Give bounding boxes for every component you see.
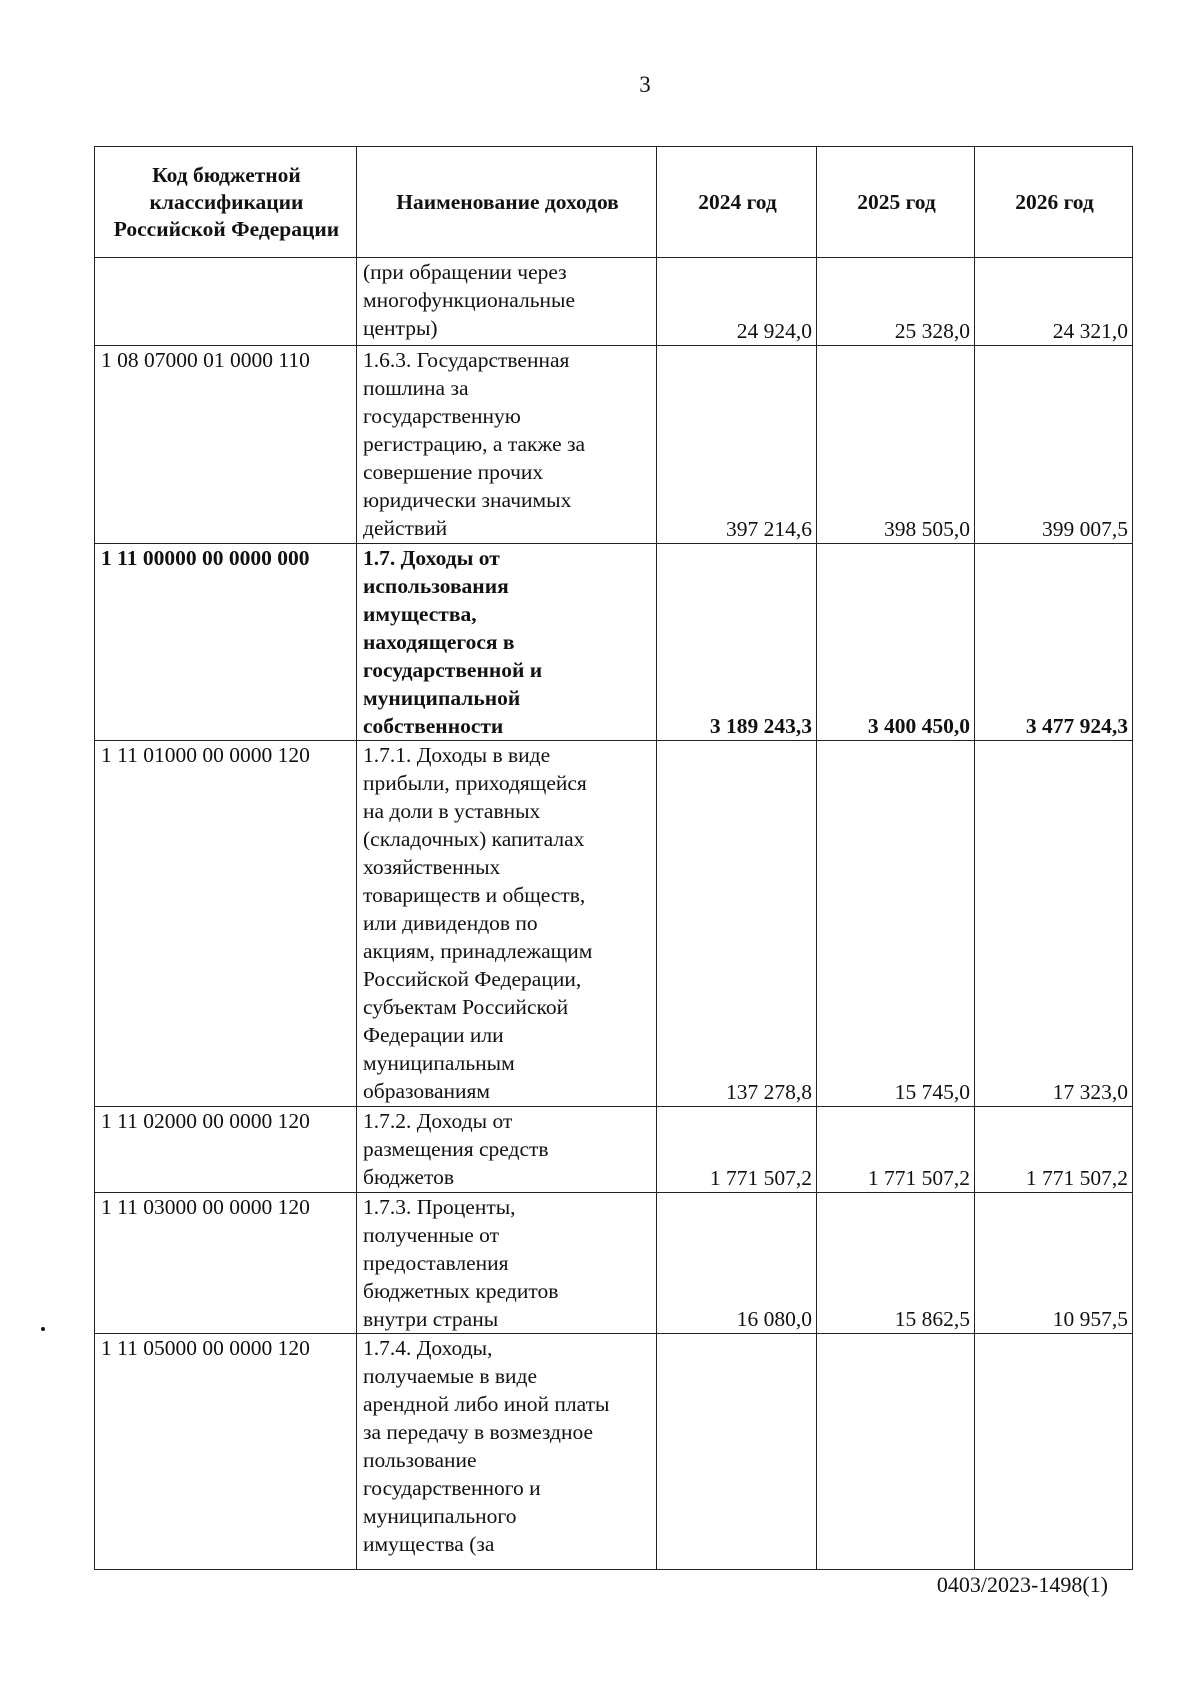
row-name: 1.7.2. Доходы от размещения средств бюджетов — [357, 1107, 657, 1193]
document-number: 0403/2023-1498(1) — [936, 1572, 1108, 1597]
table-row — [95, 544, 1133, 741]
header-code: Код бюджетной классификации Российской Федерации — [95, 147, 357, 258]
row-value-2025: 15 745,0 — [817, 741, 975, 1107]
row-value-2026: 10 957,5 — [975, 1193, 1133, 1334]
revenue-table — [94, 146, 1133, 1570]
row-value-2025: 25 328,0 — [817, 258, 975, 346]
header-2024: 2024 год — [657, 147, 817, 258]
row-code: 1 11 02000 00 0000 120 — [95, 1107, 357, 1193]
row-value-2024: 24 924,0 — [657, 258, 817, 346]
page-number: 3 — [639, 72, 651, 97]
header-2025: 2025 год — [817, 147, 975, 258]
row-value-2024: 137 278,8 — [657, 741, 817, 1107]
row-value-2026: 3 477 924,3 — [975, 544, 1133, 741]
row-value-2025: 1 771 507,2 — [817, 1107, 975, 1193]
row-code — [95, 258, 357, 346]
row-code: 1 11 05000 00 0000 120 — [95, 1334, 357, 1570]
scan-speck — [41, 1327, 45, 1331]
row-value-2026: 24 321,0 — [975, 258, 1133, 346]
row-value-2024 — [657, 1334, 817, 1570]
row-code: 1 08 07000 01 0000 110 — [95, 346, 357, 544]
table-row — [95, 741, 1133, 1107]
row-code: 1 11 03000 00 0000 120 — [95, 1193, 357, 1334]
table-row — [95, 1107, 1133, 1193]
row-name: 1.6.3. Государственная пошлина за государственную регистрацию, а также за совершение прочих юридически значимых действий — [357, 346, 657, 544]
row-value-2024: 3 189 243,3 — [657, 544, 817, 741]
header-2026: 2026 год — [975, 147, 1133, 258]
row-name: 1.7. Доходы от использования имущества, находящегося в государственной и муниципальной собственности — [357, 544, 657, 741]
table-row — [95, 1334, 1133, 1570]
table-row — [95, 346, 1133, 544]
table-row — [95, 258, 1133, 346]
row-value-2026 — [975, 1334, 1133, 1570]
row-code: 1 11 01000 00 0000 120 — [95, 741, 357, 1107]
table-header-row — [95, 147, 1133, 258]
row-code: 1 11 00000 00 0000 000 — [95, 544, 357, 741]
row-value-2024: 397 214,6 — [657, 346, 817, 544]
row-value-2025 — [817, 1334, 975, 1570]
header-name: Наименование доходов — [357, 147, 657, 258]
row-name: 1.7.1. Доходы в виде прибыли, приходящейся на доли в уставных (складочных) капиталах хозяйственных товариществ и обществ, или дивидендов по акциям, принадлежащим Российской Федерации, субъектам Российской Федерации или муниципальным образованиям — [357, 741, 657, 1107]
row-value-2025: 3 400 450,0 — [817, 544, 975, 741]
row-value-2025: 15 862,5 — [817, 1193, 975, 1334]
row-name: 1.7.4. Доходы, получаемые в виде арендной либо иной платы за передачу в возмездное пользование государственного и муниципального имущества (за — [357, 1334, 657, 1570]
row-name: (при обращении через многофункциональные центры) — [357, 258, 657, 346]
row-value-2026: 399 007,5 — [975, 346, 1133, 544]
row-value-2025: 398 505,0 — [817, 346, 975, 544]
row-value-2026: 17 323,0 — [975, 741, 1133, 1107]
row-value-2024: 1 771 507,2 — [657, 1107, 817, 1193]
row-value-2026: 1 771 507,2 — [975, 1107, 1133, 1193]
row-value-2024: 16 080,0 — [657, 1193, 817, 1334]
table-row — [95, 1193, 1133, 1334]
row-name: 1.7.3. Проценты, полученные от предоставления бюджетных кредитов внутри страны — [357, 1193, 657, 1334]
